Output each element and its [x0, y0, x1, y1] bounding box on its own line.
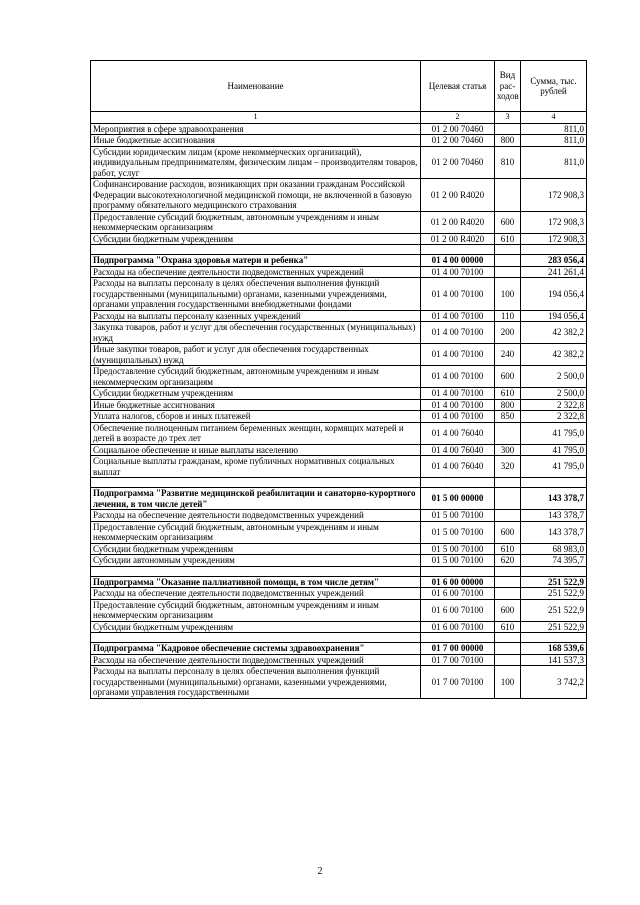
table-row [91, 654, 587, 666]
table-row [91, 266, 587, 278]
cell-type [495, 123, 521, 135]
cell-type: 610 [495, 388, 521, 400]
cell-name: Иные бюджетные ассигнования [91, 135, 421, 147]
table-row [91, 399, 587, 411]
table-row [91, 322, 587, 344]
cell-code: 01 4 00 76040 [421, 456, 495, 478]
cell-name: Расходы на выплаты персоналу в целях обеспечения выполнения функций государственными (муниципальными) органами, казенными учреждениями, органами управления государственными внебюджетными фондами [91, 278, 421, 311]
table-row [91, 456, 587, 478]
spacer-row [91, 245, 587, 255]
cell-code: 01 6 00 70100 [421, 588, 495, 600]
cell-sum: 251 522,9 [521, 588, 587, 600]
cell-name: Субсидии юридическим лицам (кроме некоммерческих организаций), индивидуальным предпринимателям, физическим лицам – производителям товаров, работ, услуг [91, 146, 421, 179]
cell-name: Предоставление субсидий бюджетным, автономным учреждениям и иным некоммерческим организациям [91, 211, 421, 233]
cell-sum: 811,0 [521, 146, 587, 179]
cell-sum: 251 522,9 [521, 599, 587, 621]
cell-code: 01 7 00 00000 [421, 643, 495, 655]
spacer-cell [521, 633, 587, 643]
cell-sum: 2 500,0 [521, 366, 587, 388]
spacer-row [91, 633, 587, 643]
cell-type [495, 654, 521, 666]
cell-sum: 143 378,7 [521, 488, 587, 510]
budget-table [90, 60, 587, 699]
cell-code: 01 4 00 76040 [421, 444, 495, 456]
cell-name: Софинансирование расходов, возникающих при оказании гражданам Российской Федерации высокотехнологичной медицинской помощи, не включенной в базовую программу обязательного медицинского страхования [91, 179, 421, 212]
table-row [91, 422, 587, 444]
cell-name: Иные бюджетные ассигнования [91, 399, 421, 411]
cell-sum: 811,0 [521, 123, 587, 135]
cell-code: 01 4 00 70100 [421, 399, 495, 411]
cell-sum: 251 522,9 [521, 576, 587, 588]
page-number: 2 [317, 866, 323, 877]
cell-code: 01 5 00 70100 [421, 543, 495, 555]
cell-sum: 41 795,0 [521, 422, 587, 444]
table-body [91, 123, 587, 698]
cell-code: 01 4 00 76040 [421, 422, 495, 444]
header-type: Вид рас-ходов [495, 61, 521, 112]
cell-sum: 194 056,4 [521, 310, 587, 322]
table-row [91, 278, 587, 311]
cell-code: 01 2 00 R4020 [421, 179, 495, 212]
cell-type: 600 [495, 211, 521, 233]
cell-name: Предоставление субсидий бюджетным, автономным учреждениям и иным некоммерческим организациям [91, 521, 421, 543]
cell-type: 200 [495, 322, 521, 344]
cell-type: 100 [495, 666, 521, 699]
table-row [91, 543, 587, 555]
cell-sum: 42 382,2 [521, 344, 587, 366]
cell-code: 01 5 00 70100 [421, 555, 495, 567]
cell-name: Обеспечение полноценным питанием беременных женщин, кормящих матерей и детей в возрасте до трех лет [91, 422, 421, 444]
cell-code: 01 2 00 70460 [421, 146, 495, 179]
spacer-cell [495, 245, 521, 255]
spacer-cell [91, 566, 421, 576]
cell-type: 240 [495, 344, 521, 366]
cell-name: Уплата налогов, сборов и иных платежей [91, 411, 421, 423]
cell-sum: 68 983,0 [521, 543, 587, 555]
table-row [91, 344, 587, 366]
cell-sum: 42 382,2 [521, 322, 587, 344]
cell-code: 01 4 00 70100 [421, 310, 495, 322]
cell-name: Субсидии бюджетным учреждениям [91, 621, 421, 633]
cell-type: 610 [495, 233, 521, 245]
cell-name: Предоставление субсидий бюджетным, автономным учреждениям и иным некоммерческим организациям [91, 599, 421, 621]
spacer-cell [421, 245, 495, 255]
cell-name: Расходы на обеспечение деятельности подведомственных учреждений [91, 510, 421, 522]
cell-code: 01 2 00 R4020 [421, 233, 495, 245]
spacer-cell [521, 478, 587, 488]
cell-type [495, 588, 521, 600]
table-row [91, 555, 587, 567]
cell-sum: 172 908,3 [521, 211, 587, 233]
cell-sum: 74 395,7 [521, 555, 587, 567]
cell-code: 01 6 00 70100 [421, 621, 495, 633]
cell-type: 320 [495, 456, 521, 478]
table-header-row [91, 61, 587, 112]
cell-code: 01 2 00 R4020 [421, 211, 495, 233]
cell-type [495, 576, 521, 588]
cell-sum: 143 378,7 [521, 521, 587, 543]
header-sum: Сумма, тыс. рублей [521, 61, 587, 112]
table-row [91, 211, 587, 233]
table-row [91, 588, 587, 600]
cell-name: Предоставление субсидий бюджетным, автономным учреждениям и иным некоммерческим организациям [91, 366, 421, 388]
cell-sum: 2 322,8 [521, 411, 587, 423]
spacer-cell [495, 478, 521, 488]
spacer-cell [91, 478, 421, 488]
cell-name: Мероприятия в сфере здравоохранения [91, 123, 421, 135]
table-row [91, 411, 587, 423]
cell-type: 810 [495, 146, 521, 179]
cell-type: 100 [495, 278, 521, 311]
table-row [91, 576, 587, 588]
cell-type [495, 643, 521, 655]
table-row [91, 643, 587, 655]
cell-name: Подпрограмма "Кадровое обеспечение системы здравоохранения" [91, 643, 421, 655]
cell-name: Субсидии бюджетным учреждениям [91, 233, 421, 245]
spacer-cell [421, 566, 495, 576]
cell-name: Подпрограмма "Охрана здоровья матери и ребенка" [91, 255, 421, 267]
table-row [91, 233, 587, 245]
cell-sum: 172 908,3 [521, 233, 587, 245]
cell-type [495, 422, 521, 444]
cell-code: 01 6 00 00000 [421, 576, 495, 588]
cell-type: 600 [495, 599, 521, 621]
cell-name: Расходы на выплаты персоналу в целях обеспечения выполнения функций государственными (муниципальными) органами, казенными учреждениями, органами управления государственными [91, 666, 421, 699]
table-row [91, 310, 587, 322]
cell-name: Подпрограмма "Развитие медицинской реабилитации и санаторно-курортного лечения, в том числе детей" [91, 488, 421, 510]
cell-code: 01 4 00 70100 [421, 344, 495, 366]
spacer-cell [91, 633, 421, 643]
cell-type [495, 266, 521, 278]
table-row [91, 135, 587, 147]
spacer-cell [91, 245, 421, 255]
cell-type: 600 [495, 521, 521, 543]
cell-name: Расходы на обеспечение деятельности подведомственных учреждений [91, 654, 421, 666]
cell-code: 01 4 00 70100 [421, 411, 495, 423]
spacer-cell [421, 478, 495, 488]
cell-type: 610 [495, 621, 521, 633]
cell-name: Субсидии автономным учреждениям [91, 555, 421, 567]
cell-type: 600 [495, 366, 521, 388]
cell-code: 01 4 00 70100 [421, 322, 495, 344]
cell-sum: 41 795,0 [521, 444, 587, 456]
spacer-row [91, 566, 587, 576]
cell-type: 620 [495, 555, 521, 567]
cell-sum: 41 795,0 [521, 456, 587, 478]
table-row [91, 388, 587, 400]
spacer-cell [495, 566, 521, 576]
spacer-cell [495, 633, 521, 643]
table-row [91, 521, 587, 543]
cell-type [495, 179, 521, 212]
cell-code: 01 4 00 70100 [421, 366, 495, 388]
cell-name: Иные закупки товаров, работ и услуг для обеспечения государственных (муниципальных) нужд [91, 344, 421, 366]
table-row [91, 255, 587, 267]
column-number: 3 [495, 112, 521, 124]
cell-sum: 2 500,0 [521, 388, 587, 400]
header-code: Целевая статья [421, 61, 495, 112]
table-row [91, 146, 587, 179]
cell-name: Социальные выплаты гражданам, кроме публичных нормативных социальных выплат [91, 456, 421, 478]
column-number: 1 [91, 112, 421, 124]
cell-code: 01 2 00 70460 [421, 123, 495, 135]
table-row [91, 444, 587, 456]
column-number-row [91, 112, 587, 124]
cell-sum: 141 537,3 [521, 654, 587, 666]
cell-code: 01 4 00 70100 [421, 388, 495, 400]
cell-code: 01 5 00 70100 [421, 510, 495, 522]
table-row [91, 123, 587, 135]
cell-code: 01 4 00 70100 [421, 266, 495, 278]
cell-code: 01 4 00 00000 [421, 255, 495, 267]
table-row [91, 621, 587, 633]
cell-type [495, 488, 521, 510]
column-number: 2 [421, 112, 495, 124]
cell-code: 01 4 00 70100 [421, 278, 495, 311]
table-row [91, 366, 587, 388]
cell-sum: 241 261,4 [521, 266, 587, 278]
table-row [91, 599, 587, 621]
cell-type: 300 [495, 444, 521, 456]
cell-sum: 251 522,9 [521, 621, 587, 633]
cell-type: 110 [495, 310, 521, 322]
cell-name: Субсидии бюджетным учреждениям [91, 543, 421, 555]
spacer-cell [421, 633, 495, 643]
cell-sum: 2 322,8 [521, 399, 587, 411]
table-row [91, 666, 587, 699]
header-name: Наименование [91, 61, 421, 112]
cell-code: 01 7 00 70100 [421, 666, 495, 699]
table-row [91, 488, 587, 510]
cell-sum: 283 056,4 [521, 255, 587, 267]
cell-code: 01 6 00 70100 [421, 599, 495, 621]
cell-type: 800 [495, 399, 521, 411]
spacer-row [91, 478, 587, 488]
cell-sum: 194 056,4 [521, 278, 587, 311]
cell-type [495, 510, 521, 522]
cell-sum: 3 742,2 [521, 666, 587, 699]
cell-name: Социальное обеспечение и иные выплаты населению [91, 444, 421, 456]
cell-sum: 143 378,7 [521, 510, 587, 522]
table-row [91, 179, 587, 212]
cell-type: 610 [495, 543, 521, 555]
table-row [91, 510, 587, 522]
cell-type [495, 255, 521, 267]
cell-code: 01 5 00 70100 [421, 521, 495, 543]
cell-name: Расходы на обеспечение деятельности подведомственных учреждений [91, 588, 421, 600]
cell-sum: 172 908,3 [521, 179, 587, 212]
cell-sum: 168 539,6 [521, 643, 587, 655]
cell-name: Субсидии бюджетным учреждениям [91, 388, 421, 400]
spacer-cell [521, 566, 587, 576]
cell-type: 800 [495, 135, 521, 147]
cell-type: 850 [495, 411, 521, 423]
cell-code: 01 7 00 70100 [421, 654, 495, 666]
cell-code: 01 2 00 70460 [421, 135, 495, 147]
cell-name: Расходы на обеспечение деятельности подведомственных учреждений [91, 266, 421, 278]
cell-code: 01 5 00 00000 [421, 488, 495, 510]
column-number: 4 [521, 112, 587, 124]
cell-name: Расходы на выплаты персоналу казенных учреждений [91, 310, 421, 322]
cell-sum: 811,0 [521, 135, 587, 147]
spacer-cell [521, 245, 587, 255]
cell-name: Закупка товаров, работ и услуг для обеспечения государственных (муниципальных) нужд [91, 322, 421, 344]
cell-name: Подпрограмма "Оказание паллиативной помощи, в том числе детям" [91, 576, 421, 588]
